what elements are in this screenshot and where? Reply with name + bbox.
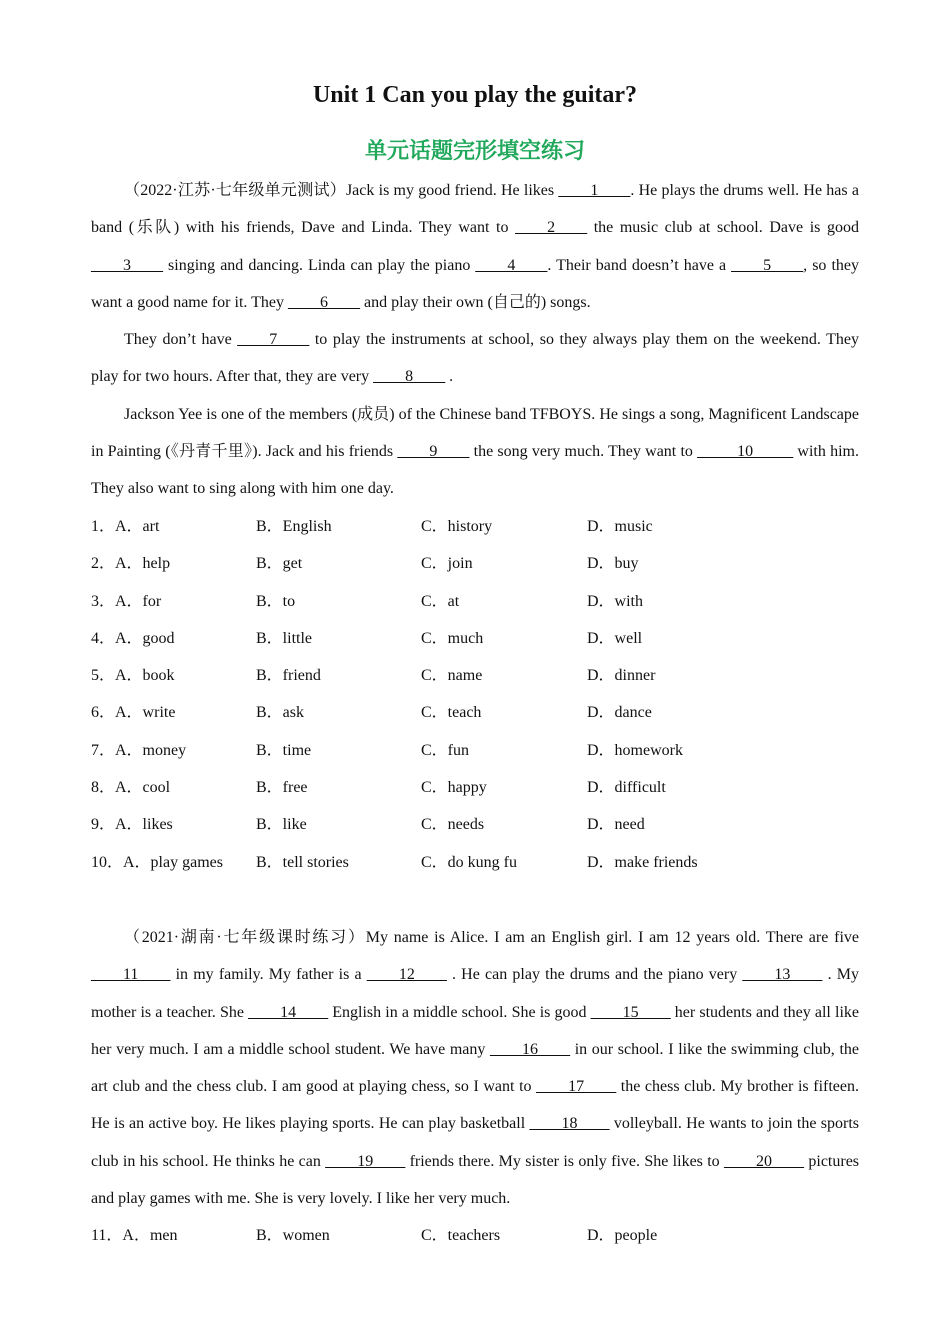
- answer-blank: ____7____: [237, 331, 310, 349]
- passage-1-paragraph-1: [91, 172, 859, 321]
- passage-text: with him. They also want to sing along with him one day.: [91, 443, 859, 498]
- page-title: Unit 1 Can you play the guitar?: [312, 82, 638, 108]
- option-b: B．free: [256, 779, 308, 797]
- passage-text: （2022·江苏·七年级单元测试）Jack is my good friend. He likes: [124, 182, 559, 199]
- passage-text: the music club at school. Dave is good: [587, 219, 859, 237]
- option-a: 1．A．art: [91, 518, 160, 535]
- question-options-row: [91, 1217, 859, 1254]
- option-d: D．make friends: [587, 853, 698, 871]
- option-b: B．women: [256, 1227, 330, 1244]
- passage-text: English in a middle school. She is good: [328, 1003, 591, 1021]
- option-d: D．well: [587, 629, 643, 647]
- question-options-row: [91, 769, 859, 806]
- options-list-2: [91, 1217, 859, 1254]
- option-b: B．to: [256, 592, 296, 610]
- question-options-row: [91, 620, 859, 657]
- answer-blank: ____14____: [248, 1003, 329, 1021]
- question-options-row: [91, 844, 859, 881]
- answer-blank: ____15____: [590, 1003, 671, 1021]
- section-subtitle: 单元话题完形填空练习: [364, 139, 585, 164]
- answer-blank: ____4____: [475, 256, 548, 274]
- question-options-row: [91, 583, 859, 620]
- option-c: C．name: [421, 667, 483, 685]
- cloze-passage-1: [91, 172, 859, 508]
- option-d: D．with: [587, 592, 644, 610]
- option-c: C．much: [421, 629, 484, 647]
- option-d: D．difficult: [587, 779, 666, 797]
- option-a: 4．A．good: [91, 629, 175, 647]
- passage-1-paragraph-3: [91, 396, 859, 508]
- option-a: 7．A．money: [91, 741, 187, 759]
- answer-blank: ____12____: [366, 966, 447, 984]
- passage-text: . My mother is a teacher. She: [91, 966, 860, 1021]
- question-options-row: [91, 657, 859, 694]
- answer-blank: ____20____: [724, 1152, 805, 1170]
- option-d: D．dinner: [587, 667, 656, 685]
- option-a: 10．A．play games: [91, 853, 223, 871]
- passage-2-paragraph-1: [91, 919, 859, 1217]
- option-c: C．fun: [421, 741, 470, 759]
- passage-text: in my family. My father is a: [170, 966, 367, 984]
- option-b: B．tell stories: [256, 853, 349, 871]
- passage-text: to play the instruments at school, so they always play them on the weekend. They play for two hours. After that, they are very: [91, 331, 859, 386]
- option-d: D．need: [587, 816, 645, 834]
- answer-blank: ____6____: [287, 293, 360, 311]
- answer-blank: ____19____: [325, 1152, 406, 1170]
- option-c: C．history: [421, 518, 493, 535]
- option-c: C．do kung fu: [421, 853, 518, 871]
- answer-blank: ____13____: [742, 966, 823, 984]
- option-a: 3．A．for: [91, 592, 162, 610]
- passage-text: . He plays the drums well. He has a band (乐队) with his friends, Dave and Linda. They want to: [91, 182, 859, 237]
- passage-text: .: [445, 368, 454, 386]
- option-a: 2．A．help: [91, 555, 171, 573]
- options-list-1: [91, 508, 859, 881]
- answer-blank: ____18____: [529, 1115, 610, 1133]
- option-d: D．buy: [587, 555, 639, 573]
- question-options-row: [91, 545, 859, 582]
- answer-blank: ____8____: [373, 368, 446, 386]
- answer-blank: ____11____: [91, 966, 171, 984]
- option-d: D．music: [587, 518, 653, 535]
- answer-blank: ____17____: [536, 1078, 617, 1096]
- passage-text: and play their own (自己的) songs.: [359, 293, 591, 311]
- answer-blank: ____5____: [731, 256, 804, 274]
- passage-text: singing and dancing. Linda can play the piano: [163, 256, 476, 274]
- option-d: D．homework: [587, 741, 683, 759]
- answer-blank: ____3____: [91, 256, 163, 274]
- option-b: B．English: [256, 518, 332, 535]
- passage-text: the chess club. My brother is fifteen. He is an active boy. He likes playing sports. He can play basketball: [91, 1078, 859, 1133]
- option-a: 11．A．men: [91, 1227, 178, 1244]
- passage-text: pictures and play games with me. She is very lovely. I like her very much.: [91, 1152, 860, 1208]
- question-options-row: [91, 732, 859, 769]
- passage-text: （2021·湖南·七年级课时练习）My name is Alice. I am an English girl. I am 12 years old. There are five: [124, 929, 859, 946]
- option-b: B．get: [256, 555, 303, 573]
- answer-blank: ____1____: [558, 182, 631, 199]
- passage-text: the song very much. They want to: [469, 443, 698, 461]
- passage-text: in our school. I like the swimming club, the art club and the chess club. I am good at playing chess, so I want to: [91, 1040, 859, 1096]
- option-a: 8．A．cool: [91, 779, 171, 797]
- answer-blank: ____9____: [397, 443, 470, 461]
- option-d: D．people: [587, 1227, 658, 1244]
- option-a: 9．A．likes: [91, 816, 173, 834]
- answer-blank: ____2____: [515, 219, 588, 237]
- question-options-row: [91, 806, 859, 843]
- option-d: D．dance: [587, 704, 652, 722]
- option-c: C．needs: [421, 816, 485, 834]
- passage-text: . He can play the drums and the piano very: [446, 966, 743, 984]
- passage-text: her students and they all like her very much. I am a middle school student. We have many: [91, 1003, 860, 1058]
- answer-blank: _____10_____: [697, 443, 794, 461]
- option-b: B．time: [256, 741, 312, 759]
- passage-text: , so they want a good name for it. They: [91, 256, 860, 311]
- passage-1-paragraph-2: [91, 321, 859, 396]
- passage-text: . Their band doesn’t have a: [547, 256, 732, 274]
- passage-text: Jackson Yee is one of the members (成员) of the Chinese band TFBOYS. He sings a song, Magnificent Landscape in Painting (《丹青千里》). Jack and his friends: [91, 405, 859, 461]
- option-c: C．teach: [421, 704, 482, 722]
- answer-blank: ____16____: [490, 1040, 571, 1058]
- question-options-row: [91, 694, 859, 731]
- option-c: C．teachers: [421, 1227, 501, 1244]
- passage-text: volleyball. He wants to join the sports club in his school. He thinks he can: [91, 1115, 860, 1170]
- option-b: B．little: [256, 629, 313, 647]
- option-b: B．friend: [256, 667, 321, 685]
- option-a: 6．A．write: [91, 704, 176, 722]
- option-b: B．like: [256, 816, 307, 834]
- passage-text: friends there. My sister is only five. She likes to: [405, 1152, 725, 1170]
- cloze-passage-2: [91, 919, 859, 1217]
- passage-text: They don’t have: [124, 331, 238, 349]
- option-c: C．happy: [421, 779, 487, 797]
- option-b: B．ask: [256, 704, 305, 722]
- option-a: 5．A．book: [91, 667, 175, 685]
- option-c: C．join: [421, 555, 473, 573]
- option-c: C．at: [421, 592, 460, 610]
- question-options-row: [91, 508, 859, 545]
